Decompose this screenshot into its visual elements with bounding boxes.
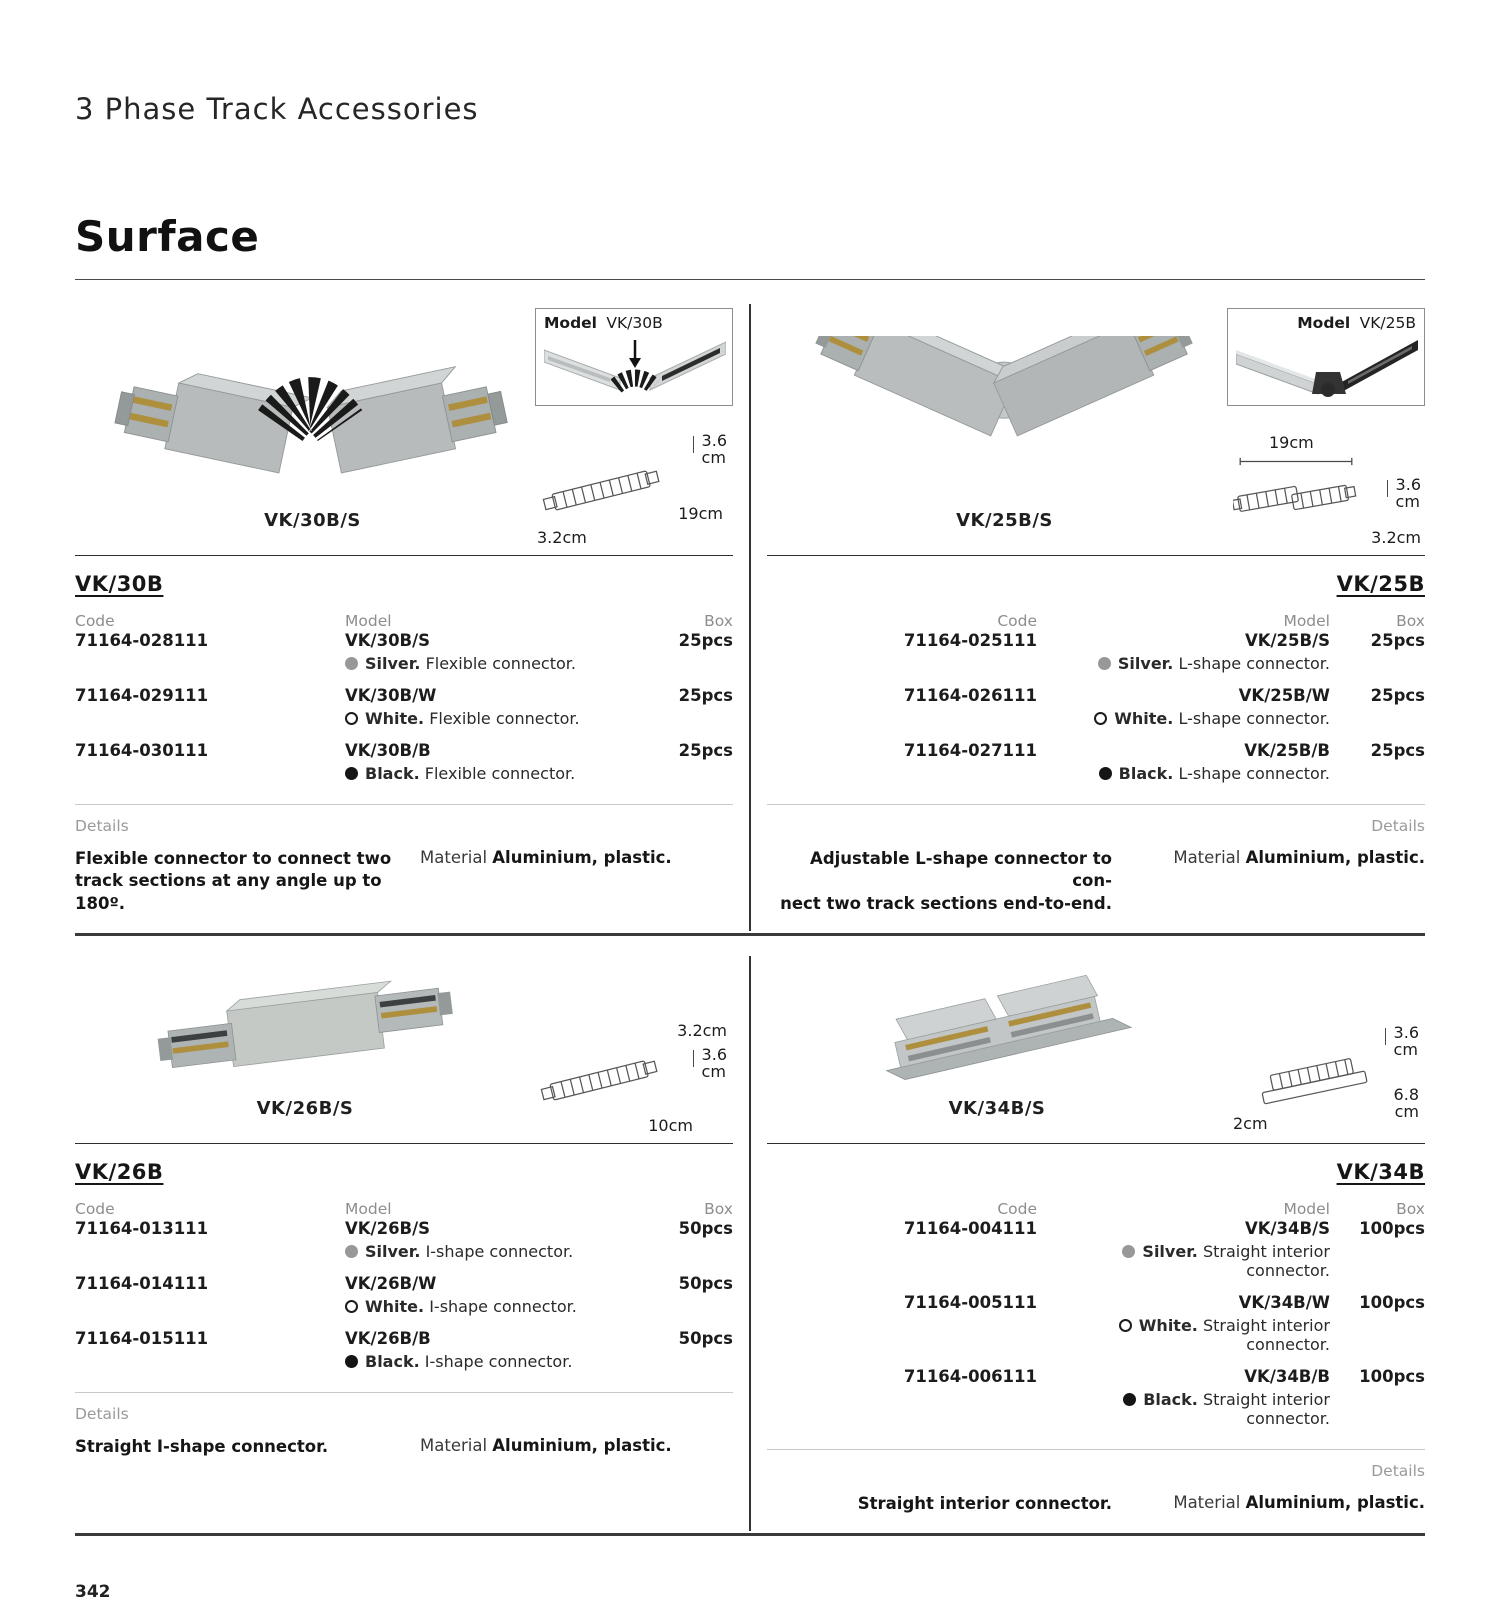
black-dot-icon — [1099, 767, 1112, 780]
model-inset-title — [1236, 314, 1416, 332]
product-heading: VK/30B — [75, 572, 164, 596]
silver-dot-icon — [1122, 1245, 1135, 1258]
product-description: Straight I-shape connector. — [75, 1436, 329, 1456]
color-name: Silver. — [365, 1241, 421, 1261]
table-row — [75, 1274, 733, 1316]
dimension-diagram — [537, 1021, 729, 1135]
model-name: VK/25B/W — [1238, 686, 1330, 705]
variant-description: L-shape connector. — [1178, 654, 1330, 673]
product-heading: VK/34B — [1336, 1159, 1425, 1184]
box-quantity: 25pcs — [1370, 631, 1425, 650]
box-header: Box — [1396, 612, 1425, 630]
details-section — [75, 805, 733, 931]
code-header: Code — [75, 612, 115, 630]
material-value: Aluminium, plastic. — [1245, 1492, 1425, 1512]
box-quantity: 50pcs — [678, 1273, 733, 1293]
model-name: VK/34B/B — [1244, 1366, 1330, 1386]
table-row — [75, 741, 733, 783]
variant-description: I-shape connector. — [429, 1296, 577, 1316]
details-label: Details — [1371, 817, 1425, 835]
variant-table — [767, 556, 1425, 805]
product-heading: VK/26B — [75, 1159, 164, 1184]
box-quantity: 100pcs — [1359, 1292, 1425, 1312]
model-name: VK/26B/B — [345, 1328, 431, 1348]
product-code: 71164-030111 — [75, 741, 209, 760]
model-name: VK/30B/W — [345, 686, 437, 705]
product-code: 71164-013111 — [75, 1218, 209, 1238]
product-code: 71164-014111 — [75, 1273, 209, 1293]
model-name: VK/26B/W — [345, 1273, 437, 1293]
color-name: White. — [365, 709, 425, 728]
color-name: White. — [1114, 709, 1174, 728]
product-description: Flexible connector to connect two track sections at any angle up to 180º. — [75, 849, 392, 913]
model-inset-box — [1227, 308, 1425, 406]
silver-dot-icon — [1098, 657, 1111, 670]
dimension-height: 3.6 cm — [1393, 1022, 1419, 1059]
product-description: Straight interior connector. — [857, 1493, 1112, 1513]
dimension-sketch — [539, 459, 663, 521]
dimension-width: 3.2cm — [537, 528, 587, 547]
top-row — [75, 304, 1425, 931]
table-header — [75, 1200, 733, 1218]
product-code: 71164-004111 — [903, 1218, 1037, 1238]
product-code: 71164-015111 — [75, 1328, 209, 1348]
product-section-vk30b — [75, 304, 749, 931]
model-header: Model — [1283, 1199, 1330, 1218]
silver-dot-icon — [345, 657, 358, 670]
page-title: Surface — [75, 212, 260, 261]
box-quantity: 25pcs — [1370, 686, 1425, 705]
color-name: Silver. — [1117, 654, 1174, 673]
section-divider — [75, 1533, 1425, 1536]
box-header: Box — [1396, 1199, 1425, 1218]
details-label: Details — [1371, 1461, 1425, 1480]
table-row — [75, 1329, 733, 1371]
model-inset-image — [1236, 334, 1418, 398]
details-label: Details — [75, 817, 129, 835]
table-header — [767, 1200, 1425, 1218]
black-dot-icon — [345, 767, 358, 780]
box-quantity: 100pcs — [1359, 1218, 1425, 1238]
model-inset-value: VK/25B — [1359, 314, 1416, 332]
product-code: 71164-005111 — [903, 1292, 1037, 1312]
variant-table — [75, 1144, 733, 1393]
product-image-vk26bs — [135, 964, 475, 1092]
dimension-width: 2cm — [1233, 1113, 1268, 1133]
product-image-vk30bs — [100, 336, 525, 504]
material-value: Aluminium, plastic. — [492, 1435, 672, 1455]
model-name: VK/30B/B — [345, 741, 431, 760]
box-quantity: 25pcs — [1370, 741, 1425, 760]
box-quantity: 25pcs — [678, 631, 733, 650]
variant-table — [75, 556, 733, 805]
model-name: VK/34B/W — [1238, 1292, 1330, 1312]
model-inset-label: Model — [544, 314, 603, 332]
box-quantity: 50pcs — [678, 1218, 733, 1238]
product-description: Adjustable L-shape connector to con- nect two track sections end-to-end. — [780, 849, 1112, 913]
table-header — [767, 612, 1425, 630]
product-section-vk34b — [749, 956, 1425, 1531]
color-name: Black. — [1118, 764, 1174, 783]
product-heading: VK/25B — [1336, 572, 1425, 596]
table-header — [75, 612, 733, 630]
black-dot-icon — [1123, 1393, 1136, 1406]
dimension-sketch — [1251, 1049, 1375, 1111]
material-label: Material — [1173, 848, 1241, 867]
material-value: Aluminium, plastic. — [492, 848, 672, 867]
box-quantity: 100pcs — [1359, 1366, 1425, 1386]
variant-description: Flexible connector. — [424, 764, 576, 783]
color-name: Black. — [365, 1351, 420, 1371]
color-name: White. — [1138, 1315, 1198, 1335]
model-inset-box — [535, 308, 733, 406]
code-header: Code — [75, 1199, 115, 1218]
model-name: VK/26B/S — [345, 1218, 431, 1238]
dimension-width: 3.2cm — [1371, 528, 1421, 547]
model-name: VK/25B/S — [1244, 631, 1330, 650]
table-row — [767, 1293, 1425, 1354]
product-code: 71164-025111 — [903, 631, 1037, 650]
color-name: Black. — [1143, 1389, 1198, 1409]
variant-description: L-shape connector. — [1178, 709, 1330, 728]
details-label: Details — [75, 1404, 129, 1423]
table-row — [75, 686, 733, 728]
product-image-vk34bs — [827, 964, 1167, 1092]
table-row — [767, 741, 1425, 783]
dimension-sketch — [1233, 467, 1357, 529]
dimension-length: 19cm — [1269, 433, 1314, 452]
details-section — [75, 1393, 733, 1474]
model-inset-image — [544, 334, 726, 398]
white-dot-icon — [1094, 712, 1107, 725]
product-code: 71164-027111 — [903, 741, 1037, 760]
white-dot-icon — [1119, 1319, 1132, 1332]
variant-description: L-shape connector. — [1178, 764, 1330, 783]
product-code: 71164-029111 — [75, 686, 209, 705]
bottom-row — [75, 956, 1425, 1531]
product-section-vk26b — [75, 956, 749, 1531]
material-info — [1112, 1493, 1425, 1515]
box-quantity: 50pcs — [678, 1328, 733, 1348]
model-name: VK/25B/B — [1244, 741, 1330, 760]
color-name: Black. — [365, 764, 420, 783]
product-caption: VK/26B/S — [256, 1097, 354, 1119]
product-section-vk25b — [749, 304, 1425, 931]
code-header: Code — [997, 612, 1037, 630]
material-info — [420, 1436, 733, 1458]
model-inset-value: VK/30B — [606, 314, 663, 332]
table-row — [767, 1367, 1425, 1428]
material-label: Material — [420, 848, 488, 867]
code-header: Code — [997, 1199, 1037, 1218]
dimension-height: 3.6 cm — [701, 431, 727, 467]
details-section — [767, 1450, 1425, 1531]
variant-description: Flexible connector. — [425, 654, 576, 673]
variant-description: I-shape connector. — [425, 1241, 574, 1261]
model-name: VK/30B/S — [345, 631, 431, 650]
product-caption: VK/34B/S — [948, 1097, 1046, 1119]
table-row — [767, 686, 1425, 728]
dimension-length: 6.8 cm — [1393, 1085, 1419, 1121]
dimension-diagram — [1229, 1021, 1421, 1135]
white-dot-icon — [345, 1300, 358, 1313]
table-row — [75, 631, 733, 673]
product-code: 71164-006111 — [903, 1366, 1037, 1386]
color-name: Silver. — [365, 654, 421, 673]
product-code: 71164-026111 — [903, 686, 1037, 705]
dimension-length: 19cm — [678, 504, 723, 523]
color-name: Silver. — [1142, 1241, 1198, 1261]
material-info — [1112, 848, 1425, 915]
variant-description: Straight interior connector. — [1202, 1241, 1330, 1280]
variant-description: Straight interior connector. — [1202, 1315, 1330, 1354]
black-dot-icon — [345, 1355, 358, 1368]
product-code: 71164-028111 — [75, 631, 209, 650]
variant-description: Flexible connector. — [429, 709, 580, 728]
details-section — [767, 805, 1425, 931]
table-row — [767, 1219, 1425, 1280]
box-header: Box — [704, 1199, 733, 1218]
page-number: 342 — [75, 1582, 111, 1602]
table-row — [75, 1219, 733, 1261]
variant-description: I-shape connector. — [424, 1351, 573, 1371]
product-caption: VK/30B/S — [264, 510, 361, 531]
silver-dot-icon — [345, 1245, 358, 1258]
title-rule — [75, 279, 1425, 280]
material-label: Material — [420, 1435, 488, 1455]
material-value: Aluminium, plastic. — [1245, 848, 1425, 867]
product-caption: VK/25B/S — [956, 510, 1053, 531]
section-divider — [75, 933, 1425, 936]
page-category: 3 Phase Track Accessories — [75, 92, 479, 126]
material-label: Material — [1173, 1492, 1241, 1512]
box-quantity: 25pcs — [678, 686, 733, 705]
color-name: White. — [365, 1296, 425, 1316]
dimension-line — [1237, 457, 1355, 466]
box-header: Box — [704, 612, 733, 630]
model-header: Model — [1283, 612, 1330, 630]
variant-table — [767, 1144, 1425, 1450]
dimension-diagram — [1229, 433, 1421, 547]
box-quantity: 25pcs — [678, 741, 733, 760]
white-dot-icon — [345, 712, 358, 725]
variant-description: Straight interior connector. — [1202, 1389, 1330, 1428]
model-header: Model — [345, 612, 392, 630]
dimension-height: 3.6 cm — [1395, 475, 1421, 511]
model-inset-label: Model — [1297, 314, 1356, 332]
dimension-length: 10cm — [648, 1115, 693, 1135]
dimension-sketch — [537, 1049, 661, 1111]
material-info — [420, 848, 733, 915]
table-row — [767, 631, 1425, 673]
model-inset-title — [544, 314, 724, 332]
dimension-height: 3.6 cm — [701, 1044, 727, 1081]
model-header: Model — [345, 1199, 392, 1218]
dimension-width: 3.2cm — [677, 1020, 727, 1040]
model-name: VK/34B/S — [1244, 1218, 1330, 1238]
product-image-vk25bs — [792, 336, 1217, 504]
dimension-diagram — [537, 433, 729, 547]
